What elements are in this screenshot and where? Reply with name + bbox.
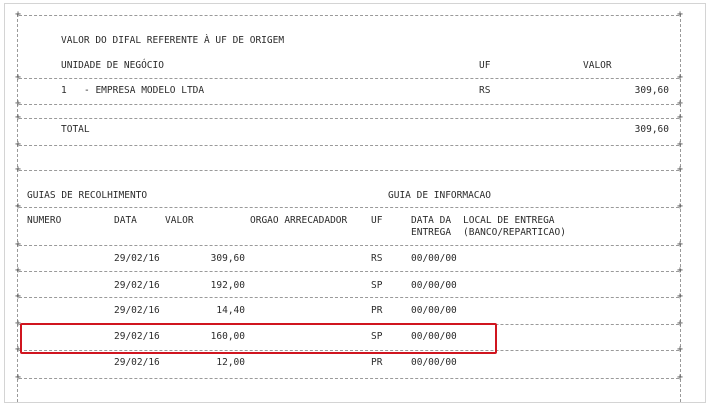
col-data-entrega-header-2: ENTREGA <box>411 227 452 238</box>
row-5-entrega: 00/00/00 <box>411 357 457 368</box>
total-value: 309,60 <box>634 124 669 135</box>
unidade-uf: RS <box>479 85 491 96</box>
row-5-valor: 12,00 <box>216 357 245 368</box>
col-data-header: DATA <box>114 215 137 226</box>
separator <box>19 170 679 171</box>
separator <box>19 207 679 208</box>
row-5-data: 29/02/16 <box>114 357 160 368</box>
guias-title: GUIAS DE RECOLHIMENTO <box>27 190 148 201</box>
total-label: TOTAL <box>61 124 90 135</box>
row-3-uf: PR <box>371 305 383 316</box>
col-data-entrega-header: DATA DA <box>411 215 452 226</box>
highlight-box <box>20 323 497 354</box>
col-valor-header: VALOR <box>583 60 612 71</box>
separator <box>19 104 679 105</box>
row-2-valor: 192,00 <box>210 280 245 291</box>
row-1-entrega: 00/00/00 <box>411 253 457 264</box>
row-4-valor: 160,00 <box>210 331 245 342</box>
row-3-data: 29/02/16 <box>114 305 160 316</box>
row-3-valor: 14,40 <box>216 305 245 316</box>
col-valor-header: VALOR <box>165 215 194 226</box>
row-2-entrega: 00/00/00 <box>411 280 457 291</box>
row-5-uf: PR <box>371 357 383 368</box>
row-4-entrega: 00/00/00 <box>411 331 457 342</box>
col-orgao-header: ORGAO ARRECADADOR <box>250 215 348 226</box>
row-1-uf: RS <box>371 253 383 264</box>
separator <box>19 245 679 246</box>
col-local-header: LOCAL DE ENTREGA <box>463 215 555 226</box>
separator <box>19 118 679 119</box>
separator <box>19 145 679 146</box>
guia-informacao-title: GUIA DE INFORMACAO <box>388 190 491 201</box>
separator <box>19 78 679 79</box>
unidade-codigo: 1 <box>61 85 67 96</box>
col-uf-header: UF <box>371 215 383 226</box>
unidade-nome: - EMPRESA MODELO LTDA <box>84 85 205 96</box>
col-numero-header: NUMERO <box>27 215 62 226</box>
row-2-uf: SP <box>371 280 383 291</box>
row-2-data: 29/02/16 <box>114 280 160 291</box>
row-4-uf: SP <box>371 331 383 342</box>
row-1-valor: 309,60 <box>210 253 245 264</box>
unidade-valor: 309,60 <box>634 85 669 96</box>
row-4-data: 29/02/16 <box>114 331 160 342</box>
separator <box>19 378 679 379</box>
col-local-header-2: (BANCO/REPARTICAO) <box>463 227 566 238</box>
difal-title: VALOR DO DIFAL REFERENTE À UF DE ORIGEM <box>61 35 285 46</box>
col-uf-header: UF <box>479 60 491 71</box>
row-1-data: 29/02/16 <box>114 253 160 264</box>
separator <box>19 271 679 272</box>
separator <box>19 297 679 298</box>
row-3-entrega: 00/00/00 <box>411 305 457 316</box>
col-unidade-header: UNIDADE DE NEGÓCIO <box>61 60 164 71</box>
separator <box>19 15 679 16</box>
